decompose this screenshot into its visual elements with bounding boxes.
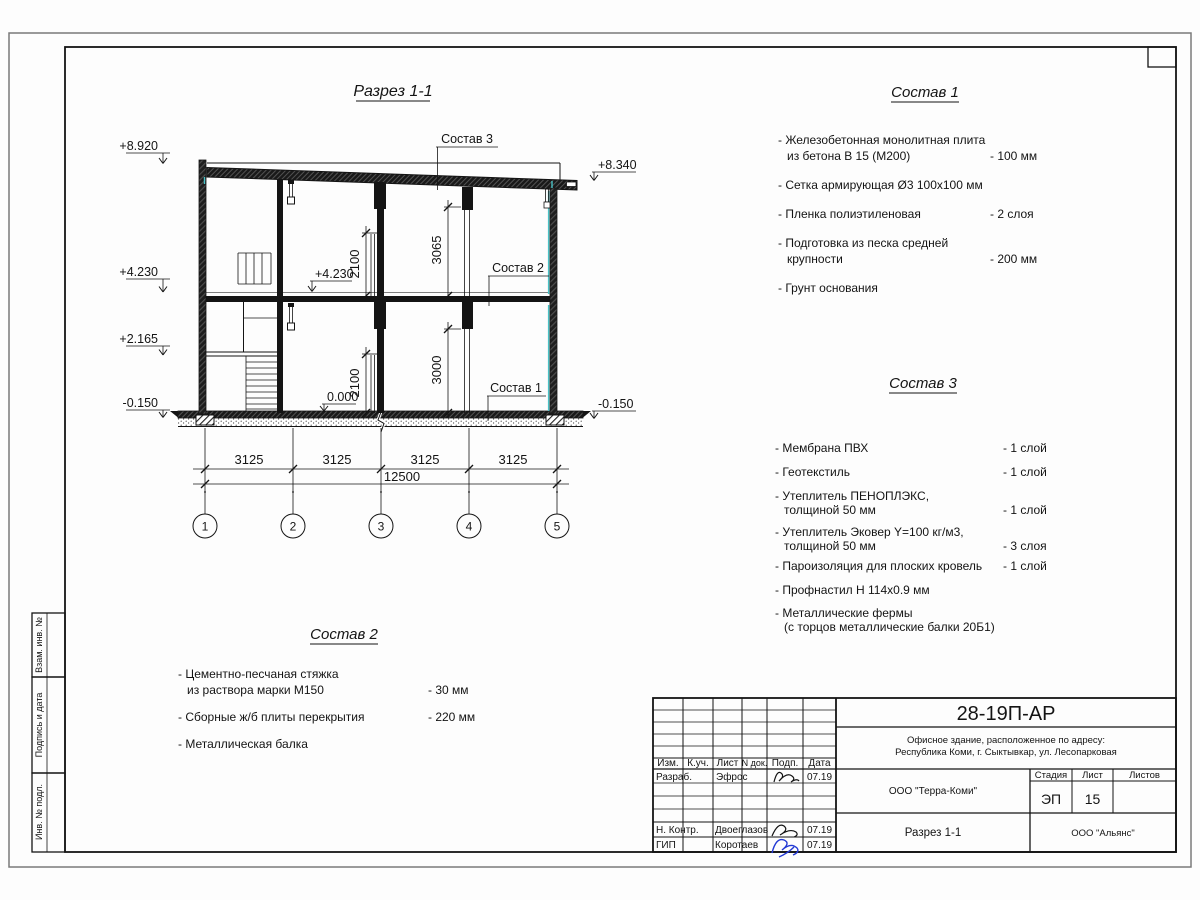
composition-2 (178, 626, 475, 751)
list-item: - Профнастил Н 114x0.9 мм (775, 583, 930, 597)
row-date-razrab: 07.19 (806, 772, 833, 783)
dim-2100-lower: 2100 (347, 368, 362, 398)
row-role-razrab: Разраб. (656, 772, 693, 783)
section-title: Разрез 1-1 (353, 83, 433, 100)
svg-text:+2.165: +2.165 (119, 332, 158, 346)
list-item: (с торцов металлические балки 20Б1) (784, 620, 995, 634)
elevation-0150-left (123, 396, 170, 418)
list-item: - Металлические фермы (775, 606, 913, 620)
signature-gip (772, 840, 798, 857)
svg-text:+4.230: +4.230 (119, 265, 158, 279)
list-item-value: - 2 слоя (990, 207, 1034, 221)
side-attachment-boxes (32, 613, 65, 852)
axis-number-2: 2 (289, 519, 297, 534)
col-list: Лист (716, 758, 739, 769)
org-name: ООО "Терра-Коми" (888, 786, 978, 797)
list-item: - Цементно-песчаная стяжка (178, 667, 339, 681)
list-item-value: - 3 слоя (1003, 539, 1047, 553)
project-address-1: Офисное здание, расположенное по адресу: (906, 735, 1106, 746)
row-name-razrab: Эфрос (716, 772, 748, 783)
dim-3000: 3000 (429, 355, 444, 385)
dim-bay-3: 3125 (410, 452, 440, 467)
list-item: из бетона В 15 (М200) (787, 149, 911, 163)
dim-bay-1: 3125 (234, 452, 264, 467)
col-data: Дата (808, 758, 831, 769)
title-block (653, 698, 1176, 857)
list-item-value: - 1 слой (1003, 559, 1047, 573)
vertical-dimensions (347, 200, 461, 418)
dim-3065: 3065 (429, 235, 444, 265)
svg-text:0.000: 0.000 (327, 390, 359, 404)
project-address-2: Республика Коми, г. Сыктывкар, ул. Лесопарковая (895, 747, 1117, 758)
list-item-value: - 200 мм (990, 252, 1038, 266)
callout-sostav2: Состав 2 (492, 261, 544, 275)
axis-number-4: 4 (465, 519, 473, 534)
list-item: - Сборные ж/б плиты перекрытия (178, 710, 365, 724)
elevation-8340 (590, 158, 637, 181)
list-item: - Металлическая балка (178, 737, 308, 751)
side-label-vzam: Взам. инв. № (34, 617, 44, 673)
list-item: - Железобетонная монолитная плита (778, 133, 986, 147)
svg-text:+4.230: +4.230 (315, 267, 354, 281)
stage-label: Стадия (1034, 770, 1068, 781)
composition-3 (775, 375, 1047, 634)
composition-2-title: Состав 2 (310, 626, 378, 643)
list-item: - Геотекстиль (775, 465, 850, 479)
list-item: из раствора марки М150 (187, 683, 324, 697)
list-item-value: - 1 слой (1003, 503, 1047, 517)
side-label-inv: Инв. № подл. (34, 783, 44, 841)
list-item: - Утеплитель Эковер Y=100 кг/м3, (775, 525, 964, 539)
stamp-sheet-title: Разрез 1-1 (904, 827, 962, 839)
stage-value: ЭП (1040, 791, 1062, 807)
dim-bay-2: 3125 (322, 452, 352, 467)
svg-text:-0.150: -0.150 (598, 397, 634, 411)
row-role-nkontr: Н. Контр. (656, 825, 699, 836)
col-kuch: К.уч. (687, 758, 709, 769)
doc-number: 28-19П-АР (956, 703, 1056, 725)
axis-number-1: 1 (201, 519, 209, 534)
elevation-8920 (119, 139, 170, 164)
corner-stamp-box (1148, 47, 1176, 67)
row-role-gip: ГИП (656, 840, 676, 851)
row-name-gip: Коротаев (715, 840, 759, 851)
list-item: толщиной 50 мм (784, 503, 876, 517)
col-ndok: N док. (741, 758, 768, 768)
ground-slab (170, 411, 591, 432)
row-date-gip: 07.19 (806, 840, 833, 851)
layer-callouts (436, 132, 549, 421)
list-item: - Сетка армирующая Ø3 100x100 мм (778, 178, 983, 192)
col-podp: Подп. (771, 758, 799, 769)
composition-3-title: Состав 3 (889, 375, 957, 392)
signature-nkontr (772, 825, 797, 837)
composition-1 (778, 84, 1037, 295)
list-item: - Утеплитель ПЕНОПЛЭКС, (775, 489, 930, 503)
elevation-4230-inner (308, 267, 354, 292)
section-view (119, 83, 636, 538)
foundation-left (196, 415, 214, 425)
foundation-right (546, 415, 564, 425)
side-label-podpis: Подпись и дата (34, 692, 44, 758)
exterior-wall-right (550, 188, 557, 414)
sheets-label: Листов (1129, 770, 1160, 781)
list-item: - Грунт основания (778, 281, 878, 295)
sheet-number: 15 (1084, 791, 1101, 807)
svg-text:+8.340: +8.340 (598, 158, 637, 172)
elevation-0000 (320, 390, 358, 411)
svg-text:+8.920: +8.920 (119, 139, 158, 153)
list-item: - Пленка полиэтиленовая (778, 207, 921, 221)
roof (207, 163, 577, 190)
list-item: - Мембрана ПВХ (775, 441, 869, 455)
staircase (206, 253, 277, 411)
elevation-0150-right (590, 397, 636, 419)
dim-2100-upper: 2100 (347, 249, 362, 279)
hanging-headers (288, 180, 551, 330)
list-item-value: - 1 слой (1003, 441, 1047, 455)
list-item: крупности (787, 252, 843, 266)
svg-text:-0.150: -0.150 (122, 396, 158, 410)
col-izm: Изм. (657, 758, 679, 769)
list-item: толщиной 50 мм (784, 539, 876, 553)
axis-grid (193, 428, 569, 538)
row-name-nkontr: Двоеглазов (715, 825, 769, 836)
list-item: - Подготовка из песка средней (778, 236, 949, 250)
axis-number-3: 3 (377, 519, 385, 534)
elevation-2165 (119, 332, 170, 355)
callout-sostav3: Состав 3 (441, 132, 493, 146)
callout-sostav1: Состав 1 (490, 381, 542, 395)
list-item: - Пароизоляция для плоских кровель (775, 559, 983, 573)
exterior-wall-left (199, 160, 206, 414)
sheet-label: Лист (1082, 770, 1103, 781)
list-item-value: - 30 мм (428, 683, 469, 697)
list-item-value: - 100 мм (990, 149, 1038, 163)
org2-name: ООО "Альянс" (1071, 828, 1135, 839)
elevation-4230-left (119, 265, 170, 292)
signature-razrab (774, 772, 799, 782)
row-date-nkontr: 07.19 (806, 825, 833, 836)
list-item-value: - 1 слой (1003, 465, 1047, 479)
dim-bay-4: 3125 (498, 452, 528, 467)
list-item-value: - 220 мм (428, 710, 476, 724)
composition-1-title: Состав 1 (891, 84, 959, 101)
dim-total: 12500 (383, 469, 421, 484)
axis-number-5: 5 (553, 519, 561, 534)
